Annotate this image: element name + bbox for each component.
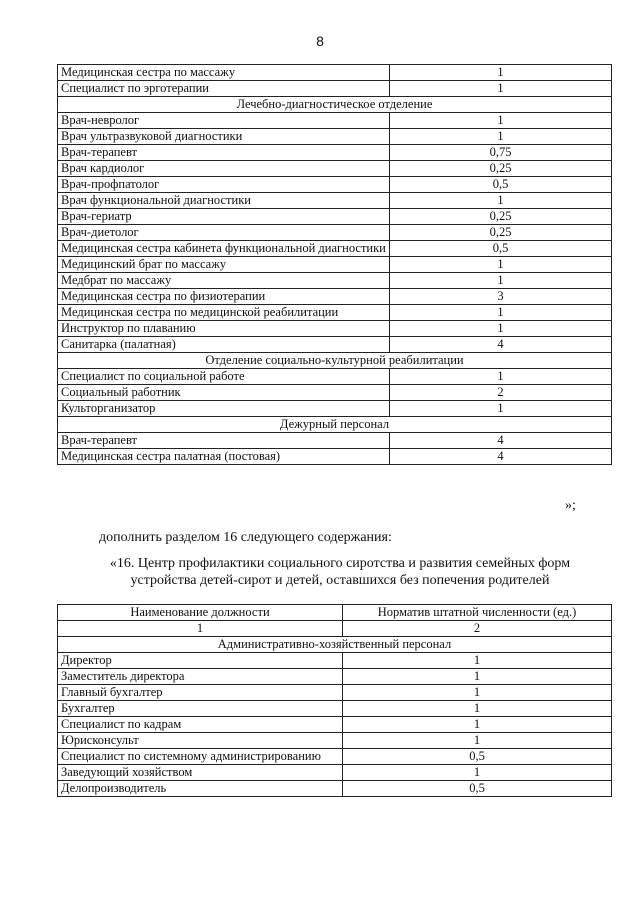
staff-norm-value: 1 (390, 401, 612, 417)
table-row (58, 113, 612, 129)
table-row (58, 193, 612, 209)
position-name: Директор (58, 653, 343, 669)
position-name: Специалист по социальной работе (58, 369, 390, 385)
position-name: Бухгалтер (58, 701, 343, 717)
table-row (58, 65, 612, 81)
position-name: Специалист по эрготерапии (58, 81, 390, 97)
table-row (58, 669, 612, 685)
position-name: Врач-терапевт (58, 433, 390, 449)
section-heading (60, 555, 620, 589)
table-row (58, 81, 612, 97)
section-row (58, 637, 612, 653)
position-name: Врач кардиолог (58, 161, 390, 177)
position-name: Медицинская сестра палатная (постовая) (58, 449, 390, 465)
section-row (58, 353, 612, 369)
table-row (58, 385, 612, 401)
table-row (58, 321, 612, 337)
section-title: Дежурный персонал (58, 417, 612, 433)
staff-norm-value: 0,25 (390, 225, 612, 241)
column-number-1: 1 (58, 621, 343, 637)
staff-norm-value: 4 (390, 433, 612, 449)
table-numbering-row (58, 621, 612, 637)
position-name: Заведующий хозяйством (58, 765, 343, 781)
table-row (58, 161, 612, 177)
staff-norm-value: 2 (390, 385, 612, 401)
staff-norm-value: 1 (390, 257, 612, 273)
staff-norm-value: 4 (390, 449, 612, 465)
section-title: Отделение социально-культурной реабилитации (58, 353, 612, 369)
staff-norm-value: 0,5 (343, 749, 612, 765)
position-name: Делопроизводитель (58, 781, 343, 797)
staff-norm-value: 1 (390, 65, 612, 81)
position-name: Инструктор по плаванию (58, 321, 390, 337)
position-name: Врач ультразвуковой диагностики (58, 129, 390, 145)
staff-norm-value: 1 (343, 685, 612, 701)
section-row (58, 97, 612, 113)
position-name: Медицинская сестра по массажу (58, 65, 390, 81)
table-row (58, 765, 612, 781)
staff-norm-value: 1 (390, 81, 612, 97)
position-name: Специалист по системному администрированию (58, 749, 343, 765)
table-row (58, 433, 612, 449)
table-row (58, 337, 612, 353)
position-name: Юрисконсульт (58, 733, 343, 749)
staff-norm-value: 4 (390, 337, 612, 353)
position-name: Культорганизатор (58, 401, 390, 417)
table-row (58, 305, 612, 321)
table-row (58, 241, 612, 257)
staff-norm-value: 0,5 (343, 781, 612, 797)
staffing-table-center-body (58, 605, 612, 797)
column-header-norm: Норматив штатной численности (ед.) (343, 605, 612, 621)
staff-norm-value: 1 (390, 273, 612, 289)
section-title: Административно-хозяйственный персонал (58, 637, 612, 653)
table-row (58, 749, 612, 765)
position-name: Специалист по кадрам (58, 717, 343, 733)
staff-norm-value: 1 (343, 669, 612, 685)
amendment-paragraph: дополнить разделом 16 следующего содержания: (99, 530, 392, 545)
table-row (58, 225, 612, 241)
staff-norm-value: 0,25 (390, 161, 612, 177)
staff-norm-value: 1 (343, 717, 612, 733)
column-header-position: Наименование должности (58, 605, 343, 621)
staffing-table-center (57, 604, 612, 797)
position-name: Социальный работник (58, 385, 390, 401)
staff-norm-value: 0,5 (390, 177, 612, 193)
staff-norm-value: 1 (390, 129, 612, 145)
table-row (58, 781, 612, 797)
position-name: Медицинская сестра по медицинской реабилитации (58, 305, 390, 321)
table-row (58, 733, 612, 749)
staff-norm-value: 1 (343, 765, 612, 781)
position-name: Медицинский брат по массажу (58, 257, 390, 273)
position-name: Врач-профпатолог (58, 177, 390, 193)
staff-norm-value: 1 (390, 369, 612, 385)
position-name: Главный бухгалтер (58, 685, 343, 701)
staff-norm-value: 1 (343, 733, 612, 749)
position-name: Врач-диетолог (58, 225, 390, 241)
section-heading-line-1: «16. Центр профилактики социального сиротства и развития семейных форм (109, 556, 571, 571)
position-name: Медбрат по массажу (58, 273, 390, 289)
position-name: Медицинская сестра кабинета функциональной диагностики (58, 241, 390, 257)
closing-quote: »; (565, 498, 576, 513)
staff-norm-value: 1 (390, 193, 612, 209)
table-row (58, 209, 612, 225)
column-number-2: 2 (343, 621, 612, 637)
table-row (58, 401, 612, 417)
table-row (58, 289, 612, 305)
position-name: Врач функциональной диагностики (58, 193, 390, 209)
table-row (58, 717, 612, 733)
position-name: Врач-невролог (58, 113, 390, 129)
staff-norm-value: 0,5 (390, 241, 612, 257)
position-name: Санитарка (палатная) (58, 337, 390, 353)
table-row (58, 449, 612, 465)
table-row (58, 369, 612, 385)
table-row (58, 701, 612, 717)
position-name: Врач-гериатр (58, 209, 390, 225)
position-name: Медицинская сестра по физиотерапии (58, 289, 390, 305)
staff-norm-value: 3 (390, 289, 612, 305)
staffing-table-continued (57, 64, 612, 465)
section-title: Лечебно-диагностическое отделение (58, 97, 612, 113)
section-heading-line-2: устройства детей-сирот и детей, оставшихся без попечения родителей (130, 573, 550, 588)
staff-norm-value: 1 (390, 321, 612, 337)
staff-norm-value: 0,25 (390, 209, 612, 225)
staff-norm-value: 1 (390, 305, 612, 321)
position-name: Врач-терапевт (58, 145, 390, 161)
staff-norm-value: 0,75 (390, 145, 612, 161)
table-row (58, 273, 612, 289)
table-row (58, 257, 612, 273)
table-row (58, 145, 612, 161)
table-row (58, 177, 612, 193)
table-row (58, 685, 612, 701)
position-name: Заместитель директора (58, 669, 343, 685)
staff-norm-value: 1 (390, 113, 612, 129)
staff-norm-value: 1 (343, 653, 612, 669)
table-row (58, 653, 612, 669)
table-row (58, 129, 612, 145)
page-number: 8 (316, 33, 324, 49)
table-header-row (58, 605, 612, 621)
section-row (58, 417, 612, 433)
staffing-table-body (58, 65, 612, 465)
staff-norm-value: 1 (343, 701, 612, 717)
